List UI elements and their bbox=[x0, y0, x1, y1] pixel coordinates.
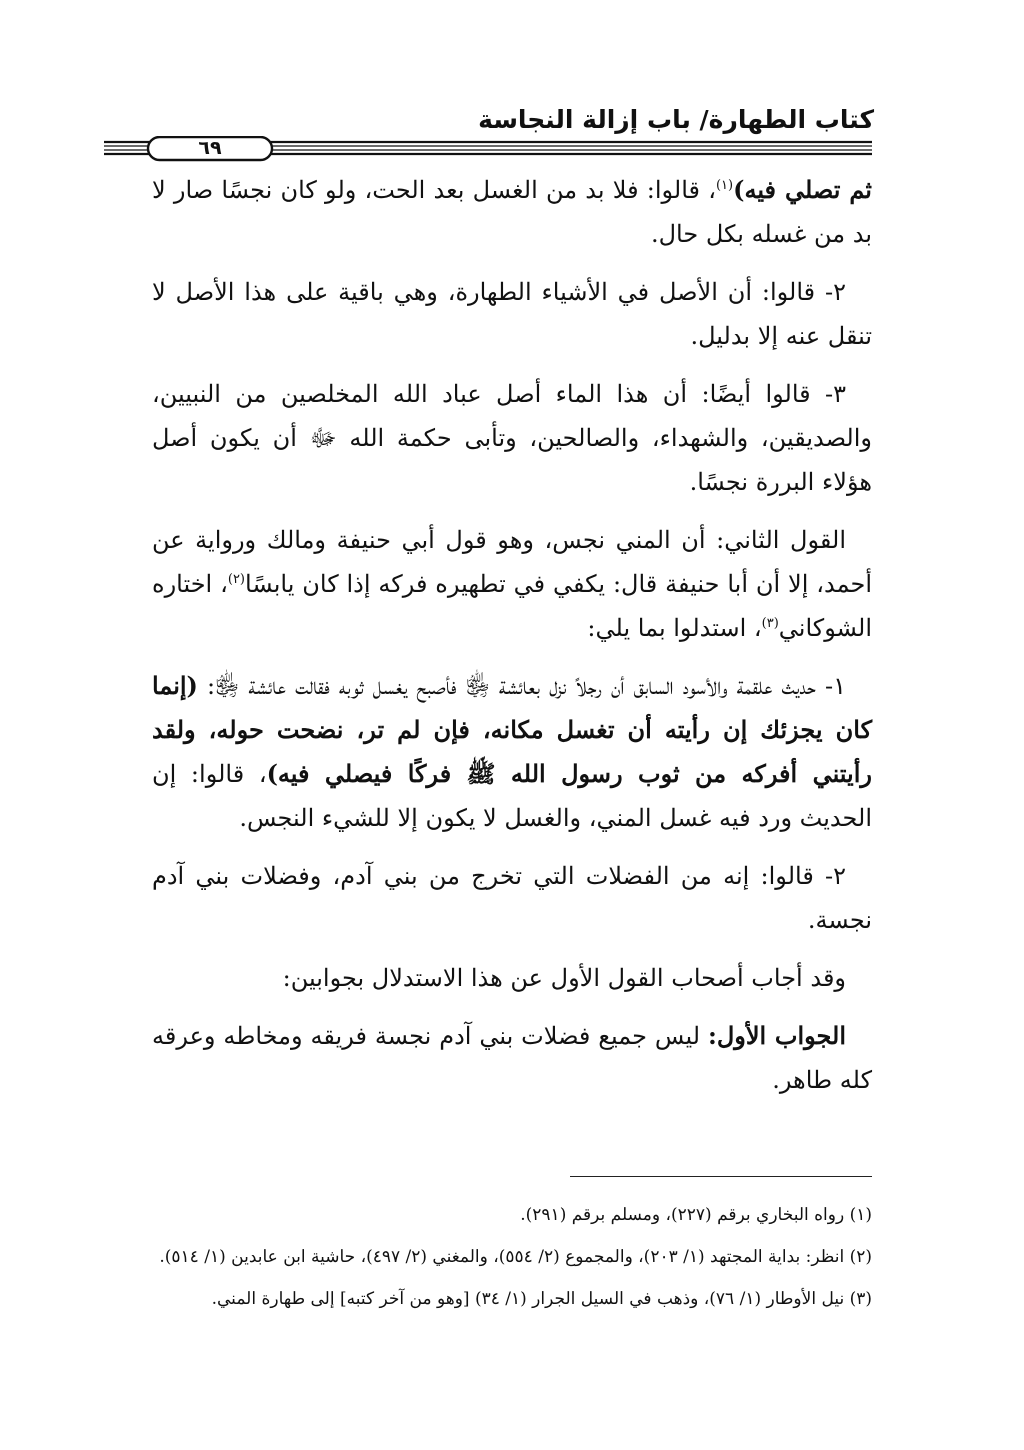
footnote-ref-2: (٢) bbox=[227, 572, 245, 587]
page-number: ٦٩ bbox=[198, 137, 222, 159]
paragraph-6: ٢- قالوا: إنه من الفضلات التي تخرج من بني آدم، وفضلات بني آدم نجسة. bbox=[152, 862, 872, 934]
footnote-1: (١) رواه البخاري برقم (٢٢٧)، ومسلم برقم (٢٩١). bbox=[520, 1205, 872, 1225]
paragraph-5-text-c: ، قالوا: إن الحديث ورد فيه غسل المني، والغسل لا يكون إلا للشيء النجس. bbox=[152, 760, 872, 832]
main-text bbox=[152, 168, 872, 1116]
paragraph-8-text: ليس جميع فضلات بني آدم نجسة فريقه ومخاطه وعرقه كله طاهر. bbox=[152, 1022, 872, 1094]
paragraph-7: وقد أجاب أصحاب القول الأول عن هذا الاستدلال بجوابين: bbox=[282, 964, 846, 992]
footnote-ref-1: (١) bbox=[715, 178, 734, 193]
paragraph-1 bbox=[152, 168, 872, 256]
paragraph-5-text-a: ١- حديث علقمة والأسود السابق أن رجلاً نزل بعائشة ﵂ فأصبح يغسل ثوبه فقالت عائشة ﵂: bbox=[197, 672, 846, 700]
paragraph-2: ٢- قالوا: أن الأصل في الأشياء الطهارة، وهي باقية على هذا الأصل لا تنقل عنه إلا بدليل. bbox=[152, 278, 872, 350]
footnote-2: (٢) انظر: بداية المجتهد (١/ ٢٠٣)، والمجموع (٢/ ٥٥٤)، والمغني (٢/ ٤٩٧)، حاشية ابن عابدين (١/ ٥١٤). bbox=[159, 1247, 872, 1267]
footnotes bbox=[152, 1194, 872, 1320]
paragraph-4-text-a: القول الثاني: أن المني نجس، وهو قول أبي حنيفة ومالك ورواية عن أحمد، إلا أن أبا حنيفة قال: يكفي في تطهيره فركه إذا كان يابسًا bbox=[152, 526, 873, 598]
answer-heading: الجواب الأول: bbox=[707, 1021, 846, 1050]
hadith-quote: (إنما كان يجزئك إن رأيته أن تغسل مكانه، فإن لم تر، نضحت حوله، ولقد رأيتني أفركه من ثوب رسول الله ﷺ فركًا فيصلي فيه) bbox=[152, 671, 872, 788]
paragraph-4-text-c: ، استدلوا بما يلي: bbox=[587, 614, 762, 642]
running-title: كتاب الطهارة/ باب إزالة النجاسة bbox=[478, 105, 874, 134]
footnote-3: (٣) نيل الأوطار (١/ ٧٦)، وذهب في السيل الجرار (١/ ٣٤) [وهو من آخر كتبه] إلى طهارة المني. bbox=[211, 1289, 872, 1309]
paragraph-8 bbox=[152, 1014, 872, 1102]
paragraph-1-text: ، قالوا: فلا بد من الغسل بعد الحت، ولو كان نجسًا صار لا بد من غسله بكل حال. bbox=[152, 176, 872, 248]
paragraph-3: ٣- قالوا أيضًا: أن هذا الماء أصل عباد الله المخلصين من النبيين، والصديقين، والشهداء، والصالحين، وتأبى حكمة الله ﷻ أن يكون أصل هؤلاء البررة نجسًا. bbox=[152, 380, 872, 496]
header-rule bbox=[104, 136, 872, 162]
paragraph-5 bbox=[152, 664, 872, 840]
footnote-separator bbox=[570, 1176, 872, 1177]
paragraph-4 bbox=[152, 518, 872, 650]
footnote-ref-3: (٣) bbox=[761, 616, 779, 631]
paragraph-4-text-b: ، اختاره الشوكاني bbox=[152, 570, 872, 642]
quote-end: ثم تصلي فيه) bbox=[733, 175, 872, 204]
